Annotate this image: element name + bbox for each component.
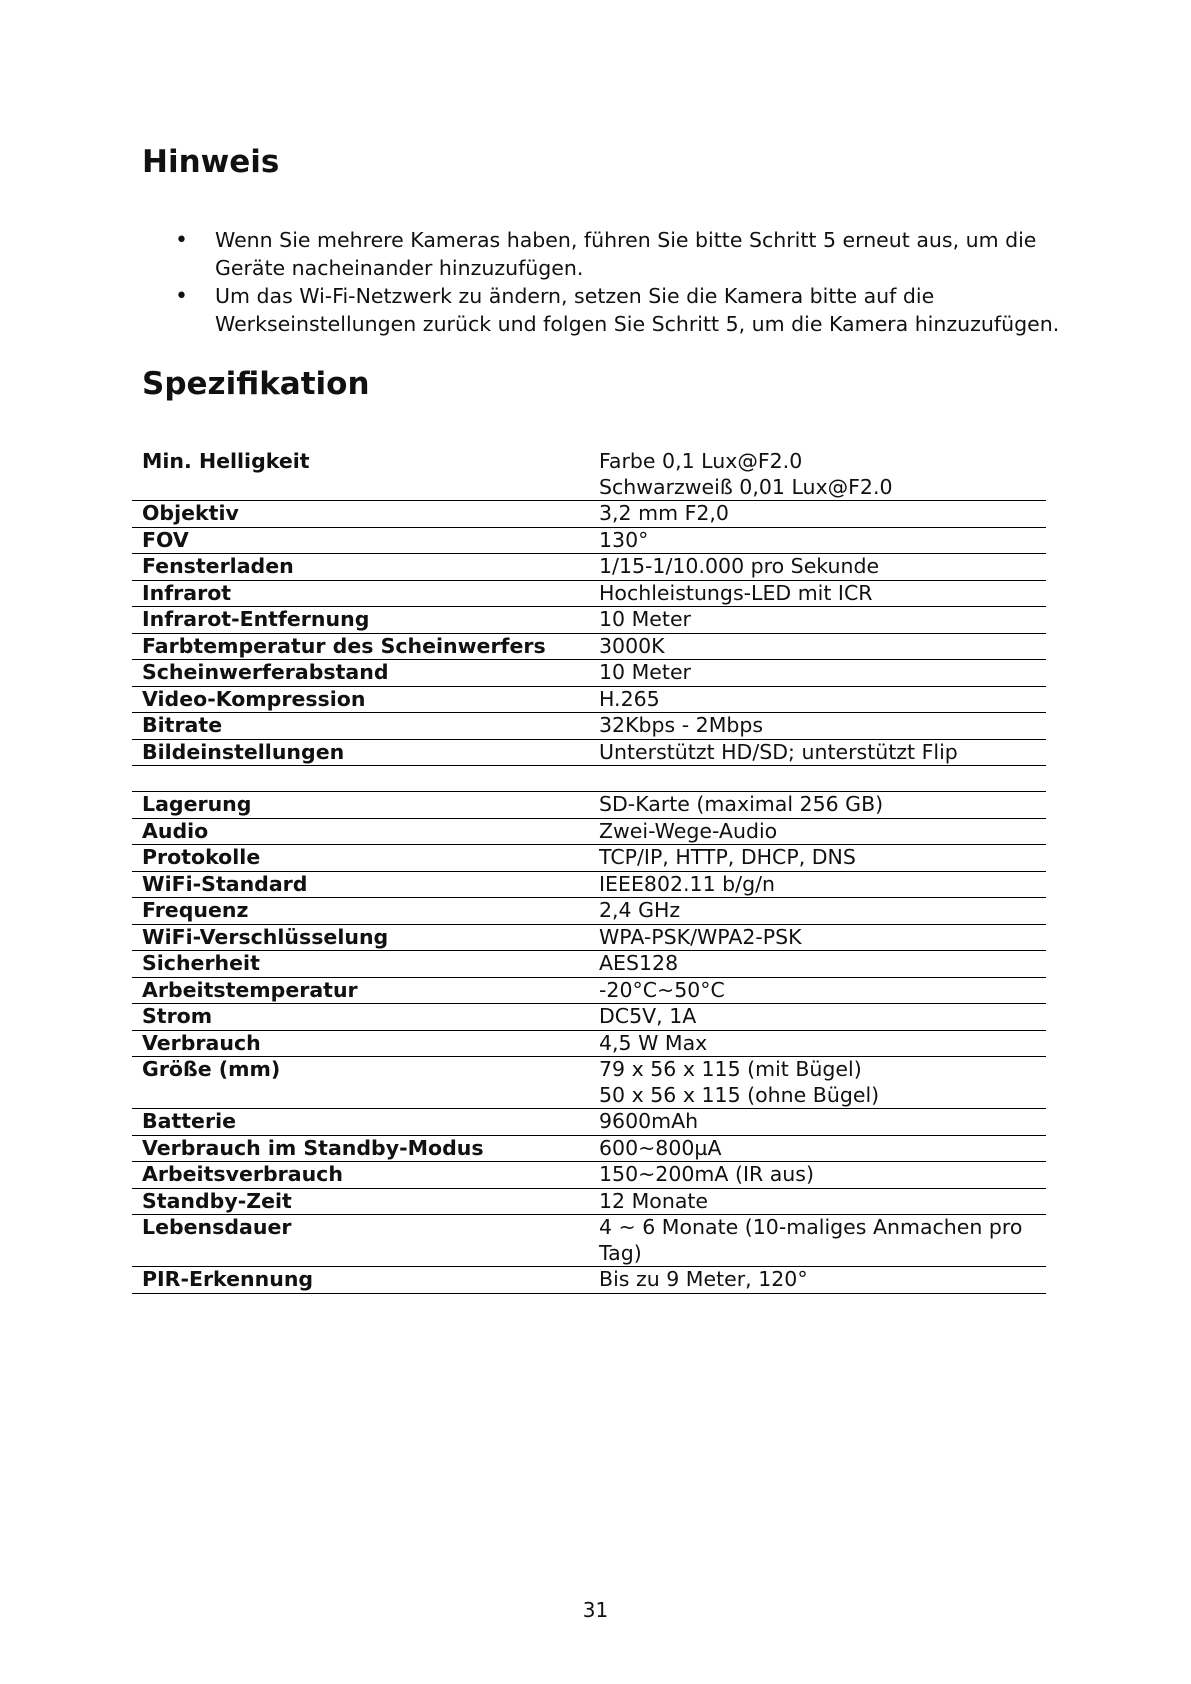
- spec-key: Verbrauch im Standby-Modus: [142, 1135, 484, 1160]
- spec-value: 3,2 mm F2,0: [599, 501, 729, 525]
- list-item-text: Wenn Sie mehrere Kameras haben, führen Sie bitte Schritt 5 erneut aus, um die Geräte nacheinander hinzuzufügen.: [215, 228, 1037, 280]
- spec-value-line: Farbe 0,1 Lux@F2.0: [599, 449, 803, 473]
- list-item: [175, 226, 1075, 282]
- spec-value: Hochleistungs-LED mit ICR: [599, 580, 873, 605]
- spec-key: Fensterladen: [142, 554, 294, 578]
- spec-value: 10 Meter: [599, 660, 691, 684]
- table-row: [132, 1030, 1046, 1057]
- spec-value: 32Kbps - 2Mbps: [599, 713, 764, 737]
- table-row: [132, 739, 1046, 766]
- table-row: [132, 898, 1046, 925]
- spec-value: 1/15-1/10.000 pro Sekunde: [599, 554, 880, 578]
- spec-key: Video-Kompression: [142, 686, 366, 711]
- table-row: [132, 449, 1046, 501]
- spec-value: Bis zu 9 Meter, 120°: [599, 1267, 808, 1291]
- list-item: [175, 282, 1075, 338]
- table-row: [132, 845, 1046, 872]
- table-row: [132, 1004, 1046, 1031]
- table-row: [132, 977, 1046, 1004]
- table-row: [132, 607, 1046, 634]
- table-row: [132, 818, 1046, 845]
- spec-key: Min. Helligkeit: [142, 449, 310, 473]
- table-row: [132, 871, 1046, 898]
- table-row: [132, 1162, 1046, 1189]
- spec-value: Unterstützt HD/SD; unterstützt Flip: [599, 739, 958, 764]
- hinweis-list: [175, 226, 1075, 338]
- table-row: [132, 580, 1046, 607]
- spec-value-line: Schwarzweiß 0,01 Lux@F2.0: [599, 474, 893, 499]
- spec-value: 150~200mA (IR aus): [599, 1162, 814, 1186]
- spec-value: [589, 1057, 1046, 1109]
- table-row: [132, 1188, 1046, 1215]
- table-row: [132, 1057, 1046, 1109]
- spec-value: [589, 449, 1046, 501]
- spec-key: WiFi-Standard: [142, 871, 308, 896]
- spezifikation-heading: Spezifikation: [142, 366, 370, 402]
- table-row: [132, 1267, 1046, 1294]
- spec-value: AES128: [599, 951, 679, 975]
- spec-value: [589, 1215, 1046, 1267]
- spec-key: Größe (mm): [142, 1057, 281, 1081]
- table-row: [132, 633, 1046, 660]
- spec-value: SD-Karte (maximal 256 GB): [599, 792, 884, 816]
- spec-key: Bildeinstellungen: [142, 739, 345, 764]
- spec-value: IEEE802.11 b/g/n: [599, 871, 775, 896]
- empty-cell: [132, 766, 589, 792]
- list-item-text: Um das Wi-Fi-Netzwerk zu ändern, setzen Sie die Kamera bitte auf die Werkseinstellungen zurück und folgen Sie Schritt 5, um die Kamera hinzuzufügen.: [215, 284, 1060, 336]
- table-row: [132, 924, 1046, 951]
- table-row: [132, 1135, 1046, 1162]
- spec-key: Lebensdauer: [142, 1215, 292, 1239]
- spec-key: PIR-Erkennung: [142, 1267, 314, 1291]
- spec-value-line: 79 x 56 x 115 (mit Bügel): [599, 1057, 862, 1081]
- spec-value: 3000K: [599, 633, 665, 658]
- spec-key: Sicherheit: [142, 951, 260, 975]
- spec-key: Strom: [142, 1004, 213, 1028]
- table-row-spacer: [132, 766, 1046, 792]
- spec-value-line: 4 ~ 6 Monate (10-maliges Anmachen pro: [599, 1215, 1023, 1239]
- spec-value-line: 50 x 56 x 115 (ohne Bügel): [599, 1082, 880, 1107]
- spec-value: 4,5 W Max: [599, 1030, 708, 1055]
- spec-key: Standby-Zeit: [142, 1188, 292, 1213]
- spec-value: WPA-PSK/WPA2-PSK: [599, 924, 802, 949]
- table-row: [132, 1215, 1046, 1267]
- spec-key: FOV: [142, 527, 189, 552]
- table-row: [132, 660, 1046, 687]
- spec-value: 10 Meter: [599, 607, 691, 631]
- spec-key: Infrarot: [142, 580, 232, 605]
- spec-value: DC5V, 1A: [599, 1004, 697, 1028]
- table-row: [132, 1109, 1046, 1136]
- spec-value-line: Tag): [599, 1240, 642, 1265]
- spec-value: 600~800µA: [599, 1135, 722, 1160]
- spec-key: Verbrauch: [142, 1030, 261, 1055]
- spec-value: TCP/IP, HTTP, DHCP, DNS: [599, 845, 856, 869]
- spec-key: Infrarot-Entfernung: [142, 607, 370, 631]
- spec-key: Farbtemperatur des Scheinwerfers: [142, 633, 546, 658]
- spec-value: 12 Monate: [599, 1188, 709, 1213]
- spec-value: 9600mAh: [599, 1109, 699, 1133]
- spec-key: Bitrate: [142, 713, 223, 737]
- spec-value: Zwei-Wege-Audio: [599, 818, 778, 843]
- page-number: 31: [582, 1598, 609, 1622]
- table-row: [132, 554, 1046, 581]
- spec-key: Protokolle: [142, 845, 261, 869]
- spec-table: [132, 449, 1046, 1294]
- table-row: [132, 527, 1046, 554]
- spec-key: Arbeitstemperatur: [142, 977, 358, 1002]
- spec-key: Scheinwerferabstand: [142, 660, 389, 684]
- table-row: [132, 713, 1046, 740]
- spec-key: Lagerung: [142, 792, 252, 816]
- table-row: [132, 501, 1046, 528]
- bullet-icon: [175, 226, 195, 255]
- spec-key: WiFi-Verschlüsselung: [142, 924, 389, 949]
- spec-value: -20°C~50°C: [599, 977, 725, 1002]
- empty-cell: [589, 766, 1046, 792]
- spec-key: Objektiv: [142, 501, 239, 525]
- hinweis-heading: Hinweis: [142, 144, 280, 180]
- spec-value: 130°: [599, 527, 649, 552]
- table-row: [132, 686, 1046, 713]
- bullet-icon: [175, 282, 195, 311]
- spec-key: Batterie: [142, 1109, 237, 1133]
- table-row: [132, 792, 1046, 819]
- spec-key: Arbeitsverbrauch: [142, 1162, 343, 1186]
- spec-value: 2,4 GHz: [599, 898, 681, 922]
- spec-key: Audio: [142, 818, 209, 843]
- spec-key: Frequenz: [142, 898, 249, 922]
- table-row: [132, 951, 1046, 978]
- spec-value: H.265: [599, 686, 660, 711]
